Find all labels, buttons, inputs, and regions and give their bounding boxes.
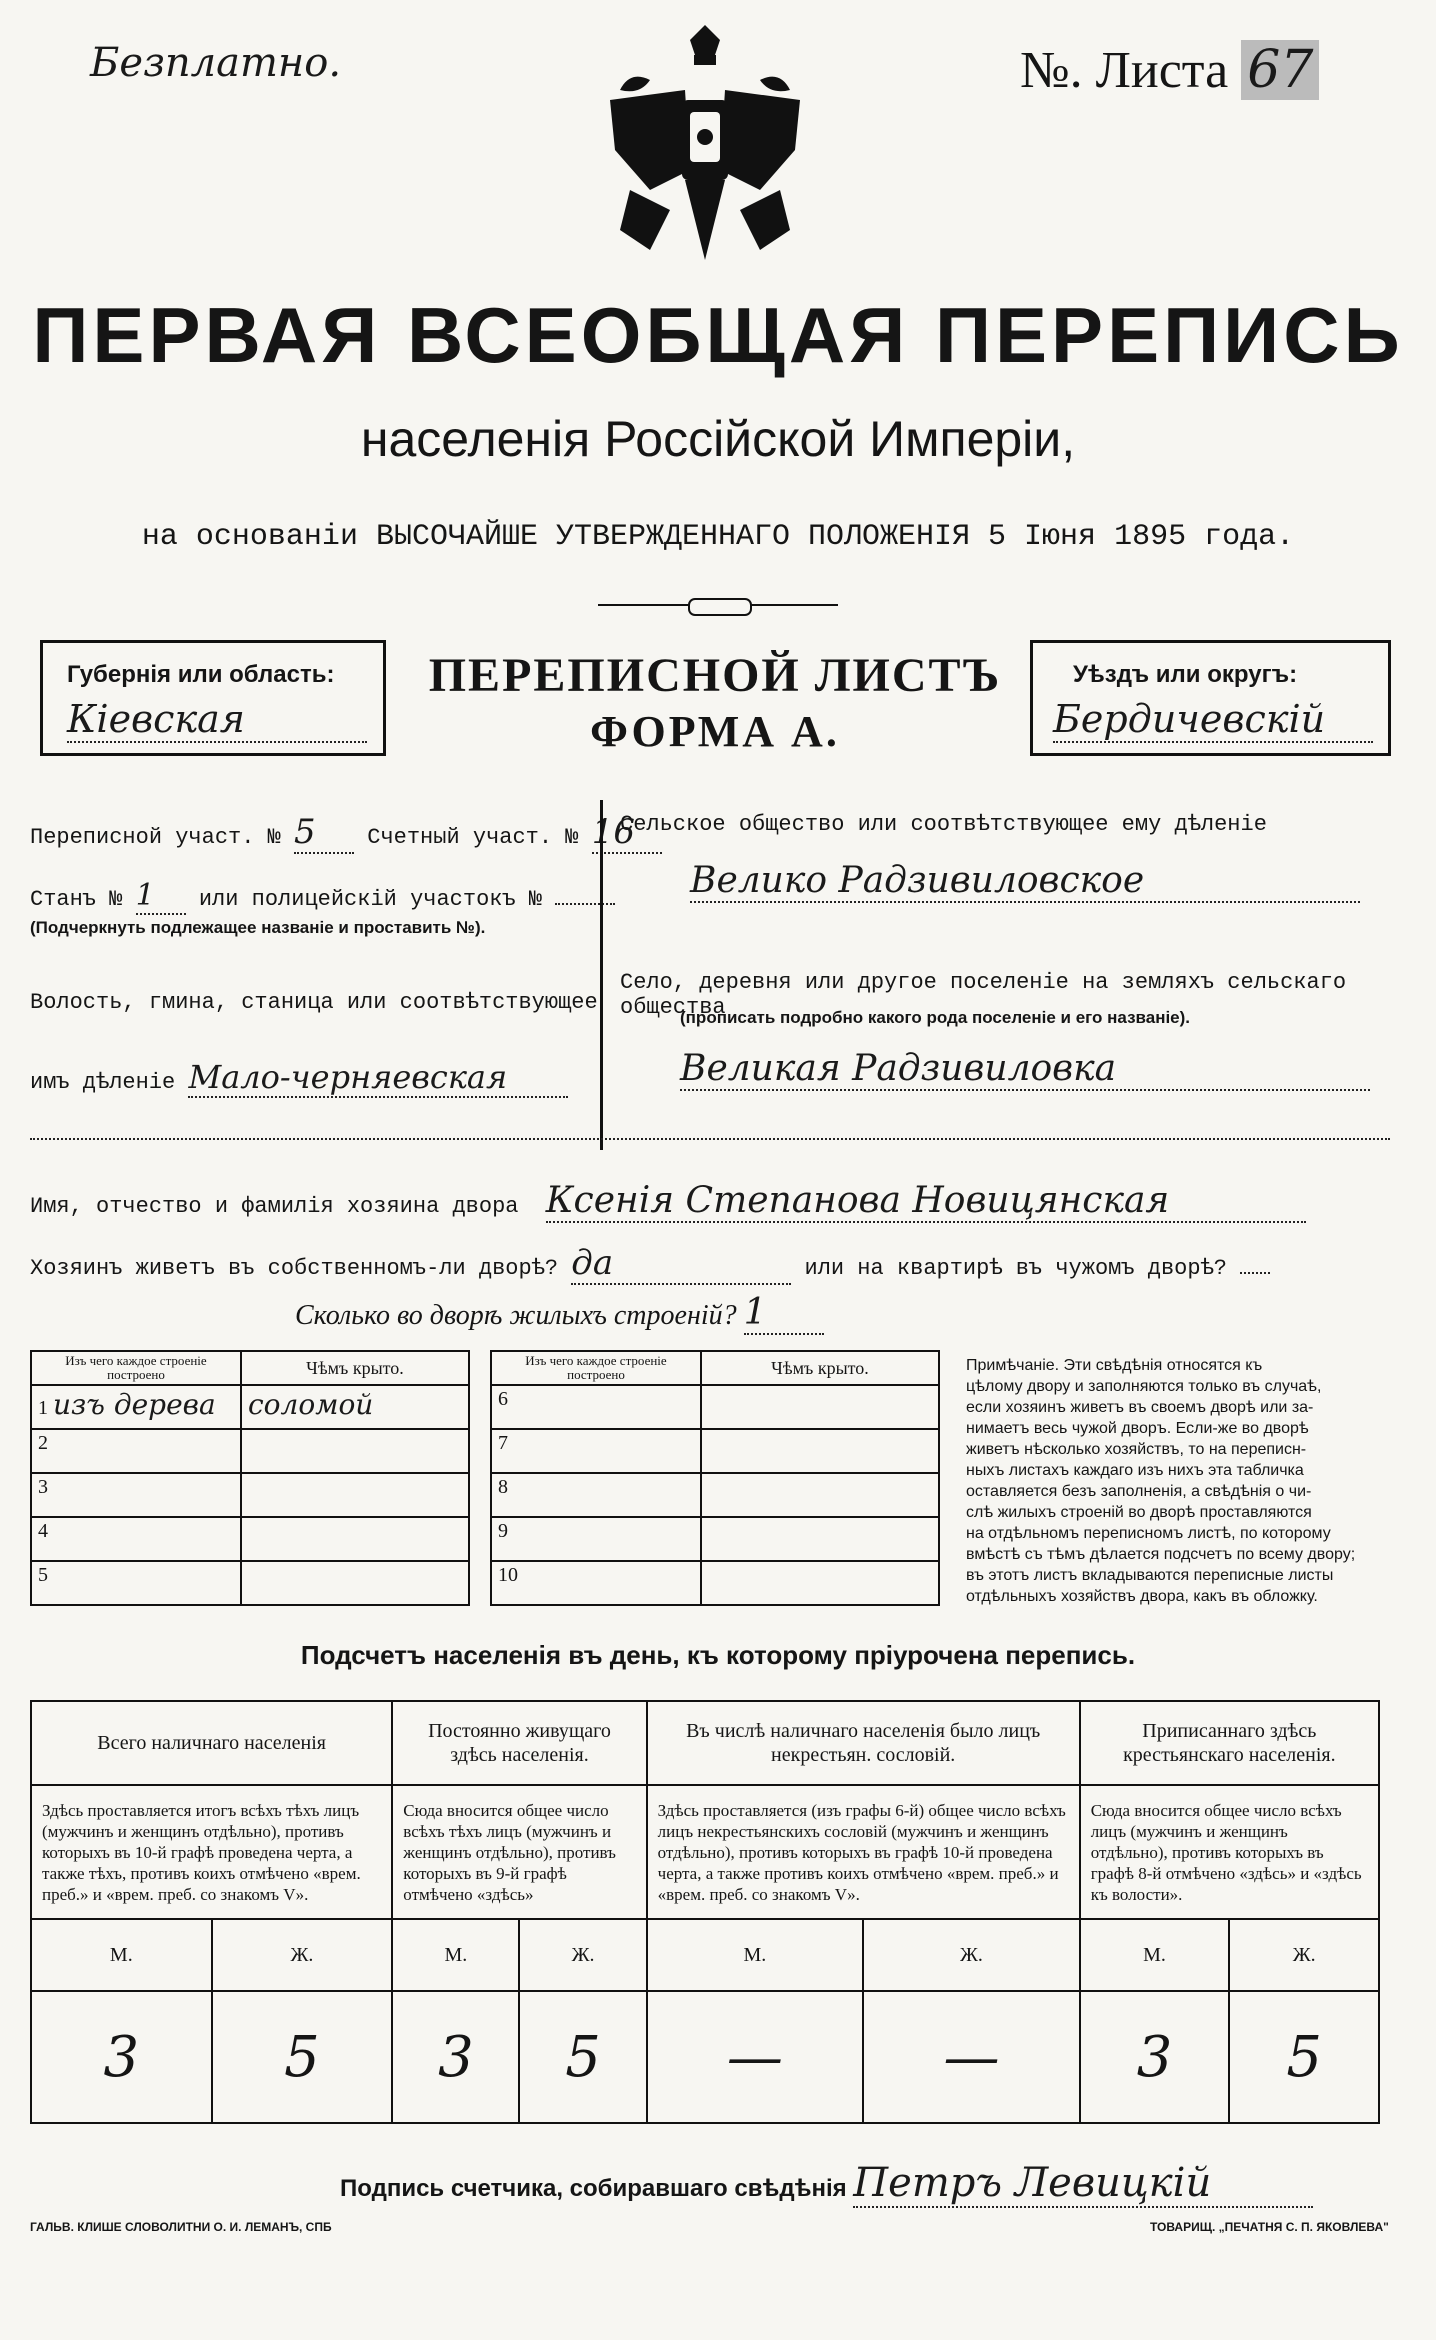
district-label: Уѣздъ или округъ: — [1073, 661, 1298, 688]
count-header-row — [31, 1701, 1379, 1785]
free-label: Безплатно. — [90, 40, 342, 86]
count-col-4-desc: Сюда вносится общее число всѣхъ лицъ (мужчинъ и женщинъ отдѣльно), противъ которыхъ въ графѣ 8-й отмѣчено «здѣсь» и «здѣсь къ волости». — [1080, 1785, 1379, 1919]
volost-label-2: имъ дѣленіе — [30, 1070, 176, 1095]
count-col-2-desc: Сюда вносится общее число всѣхъ тѣхъ лицъ (мужчинъ и женщинъ отдѣльно), противъ которыхъ въ 9-й графѣ отмѣчено «здѣсь» — [392, 1785, 646, 1919]
signature-value: Петръ Левицкій — [853, 2160, 1313, 2208]
count-values-row — [31, 1991, 1379, 2123]
census-area-value: 5 — [294, 812, 354, 854]
count-col-1-m: 3 — [31, 1991, 212, 2123]
count-area-value: 16 — [592, 812, 662, 854]
stan-label: Станъ № — [30, 887, 123, 912]
census-area-row — [30, 812, 662, 854]
note-block: Примѣчаніе. Эти свѣдѣнія относятся къ цѣлому двору и заполняются только въ случаѣ, если хозяинъ живетъ въ своемъ дворѣ или за- нимаетъ весь чужой дворъ. Если-же во дворѣ живетъ нѣсколько хозяйствъ, то на переписн- ныхъ листахъ каждаго изъ нихъ эта табличка оставляется безъ заполненія, а свѣдѣнія о чи- слѣ жилыхъ строеній во дворѣ проставляются на отдѣльномъ переписномъ листѣ, по которому вмѣстѣ съ тѣмъ дѣлается подсчетъ по всему двору; въ этотъ листъ вкладываются переписные листы отдѣльныхъ хозяйствъ двора, какъ въ обложку. — [966, 1357, 1356, 1605]
document-title: ПЕРВАЯ ВСЕОБЩАЯ ПЕРЕПИСЬ — [32, 291, 1404, 379]
village-value: Великая Радзивиловка — [680, 1048, 1370, 1091]
owner-apartment-label: или на квартирѣ въ чужомъ дворѣ? — [804, 1256, 1227, 1281]
province-value: Кіевская — [67, 697, 367, 743]
owner-apartment-value — [1240, 1272, 1270, 1274]
count-col-2-head: Постоянно живущаго здѣсь населенія. — [392, 1701, 646, 1785]
signature-label: Подпись счетчика, собиравшаго свѣдѣнія — [340, 2175, 847, 2202]
stan-row — [30, 878, 615, 915]
count-col-4-m: 3 — [1080, 1991, 1230, 2123]
count-col-3-desc: Здѣсь проставляется (изъ графы 6-й) общее число всѣхъ лицъ некрестьянскихъ сословій (мужчинъ и женщинъ отдѣльно), противъ которыхъ въ графѣ 10-й проведена черта, а также противъ коихъ отмѣчено «врем. преб.» и «врем. преб. со знакомъ V». — [647, 1785, 1080, 1919]
col-material: Изъ чего каждое строеніе построено — [491, 1351, 701, 1385]
table-row: 9 — [491, 1517, 939, 1561]
count-area-label: Счетный участ. № — [367, 825, 579, 850]
table-row: 1 изъ дерева соломой — [31, 1385, 469, 1429]
district-box — [1030, 640, 1391, 756]
census-area-label: Переписной участ. № — [30, 825, 281, 850]
count-col-1-desc: Здѣсь проставляется итогъ всѣхъ тѣхъ лицъ (мужчинъ и женщинъ отдѣльно), противъ которыхъ въ 10-й графѣ проведена черта, а также тѣхъ, противъ коихъ отмѣчено «врем. преб.» и «врем. преб. со знакомъ V». — [31, 1785, 392, 1919]
form-label: ФОРМА А. — [590, 707, 840, 756]
imperial-eagle-emblem — [590, 20, 820, 270]
buildings-count-row — [295, 1292, 824, 1335]
buildings-table-left — [30, 1350, 470, 1606]
count-title: Подсчетъ населенія въ день, къ которому пріурочена перепись. — [300, 1640, 1136, 1670]
owner-lives-label: Хозяинъ живетъ въ собственномъ-ли дворѣ? — [30, 1256, 559, 1281]
buildings-table-header — [31, 1351, 469, 1385]
count-desc-row — [31, 1785, 1379, 1919]
table-row: 4 — [31, 1517, 469, 1561]
stan-value: 1 — [136, 878, 186, 915]
col-material: Изъ чего каждое строеніе построено — [31, 1351, 241, 1385]
owner-lives-row — [30, 1243, 1270, 1285]
count-col-3-head: Въ числѣ наличнаго населенія было лицъ некрестьян. сословій. — [647, 1701, 1080, 1785]
province-box — [40, 640, 386, 756]
buildings-count-value: 1 — [744, 1292, 824, 1335]
table-row: 3 — [31, 1473, 469, 1517]
document-subtitle: населенія Россійской Имперіи, — [360, 411, 1076, 467]
society-label: Сельское общество или соотвѣтствующее ему дѣленіе — [620, 812, 1267, 837]
section-separator — [30, 1138, 1390, 1140]
col-roof: Чѣмъ крыто. — [241, 1351, 469, 1385]
sheet-number — [1020, 40, 1319, 100]
table-row: 8 — [491, 1473, 939, 1517]
province-label: Губернія или область: — [67, 661, 335, 688]
footer-right: ТОВАРИЩ. „ПЕЧАТНЯ С. П. ЯКОВЛЕВА" — [1150, 2220, 1389, 2234]
table-row: 6 — [491, 1385, 939, 1429]
table-row: 2 — [31, 1429, 469, 1473]
count-col-1-f: 5 — [212, 1991, 393, 2123]
col-roof: Чѣмъ крыто. — [701, 1351, 939, 1385]
owner-lives-value: да — [571, 1243, 791, 1285]
police-value — [555, 903, 615, 905]
table-row: 10 — [491, 1561, 939, 1605]
table-row: 7 — [491, 1429, 939, 1473]
underline-note: (Подчеркнуть подлежащее названіе и проставить №). — [30, 918, 486, 937]
footer-left: ГАЛЬВ. КЛИШЕ СЛОВОЛИТНИ О. И. ЛЕМАНЪ, СПБ — [30, 2220, 332, 2234]
signature-row — [340, 2160, 1313, 2208]
column-divider — [600, 800, 603, 1150]
owner-name-row — [30, 1180, 1306, 1223]
owner-name-label: Имя, отчество и фамилія хозяина двора — [30, 1194, 519, 1219]
volost-value: Мало-черняевская — [188, 1058, 568, 1098]
count-col-2-f: 5 — [519, 1991, 646, 2123]
count-col-1-head: Всего наличнаго населенія — [31, 1701, 392, 1785]
form-title: ПЕРЕПИСНОЙ ЛИСТЪ — [428, 649, 1002, 702]
buildings-table-header — [491, 1351, 939, 1385]
district-value: Бердичевскій — [1053, 697, 1373, 743]
count-col-4-f: 5 — [1229, 1991, 1379, 2123]
owner-name-value: Ксенія Степанова Новицянская — [546, 1180, 1306, 1223]
count-col-3-f: — — [863, 1991, 1080, 2123]
society-value: Велико Радзивиловское — [690, 860, 1360, 903]
buildings-count-label: Сколько во дворѣ жилыхъ строеній? — [295, 1300, 737, 1331]
sheet-number-label: №. Листа — [1020, 42, 1229, 99]
legal-basis: на основаніи ВЫСОЧАЙШЕ УТВЕРЖДЕННАГО ПОЛОЖЕНІЯ 5 Іюня 1895 года. — [141, 520, 1295, 554]
police-label: или полицейскій участокъ № — [198, 887, 543, 912]
count-col-3-m: — — [647, 1991, 864, 2123]
village-label: Село, деревня или другое поселеніе на земляхъ сельскаго общества — [620, 970, 1347, 1020]
buildings-table-right — [490, 1350, 940, 1606]
volost-label-1: Волость, гмина, станица или соотвѣтствующее — [30, 990, 598, 1015]
count-col-4-head: Приписаннаго здѣсь крестьянскаго населенія. — [1080, 1701, 1379, 1785]
village-note: (прописать подробно какого рода поселеніе и его названіе). — [680, 1008, 1191, 1027]
volost-row — [30, 1058, 568, 1098]
count-col-2-m: 3 — [392, 1991, 519, 2123]
population-count-table — [30, 1700, 1380, 2124]
ornament-divider — [598, 598, 838, 612]
count-sex-row: М. Ж. М. Ж. М. Ж. М. Ж. — [31, 1919, 1379, 1991]
sheet-number-value: 67 — [1241, 40, 1319, 100]
table-row: 5 — [31, 1561, 469, 1605]
